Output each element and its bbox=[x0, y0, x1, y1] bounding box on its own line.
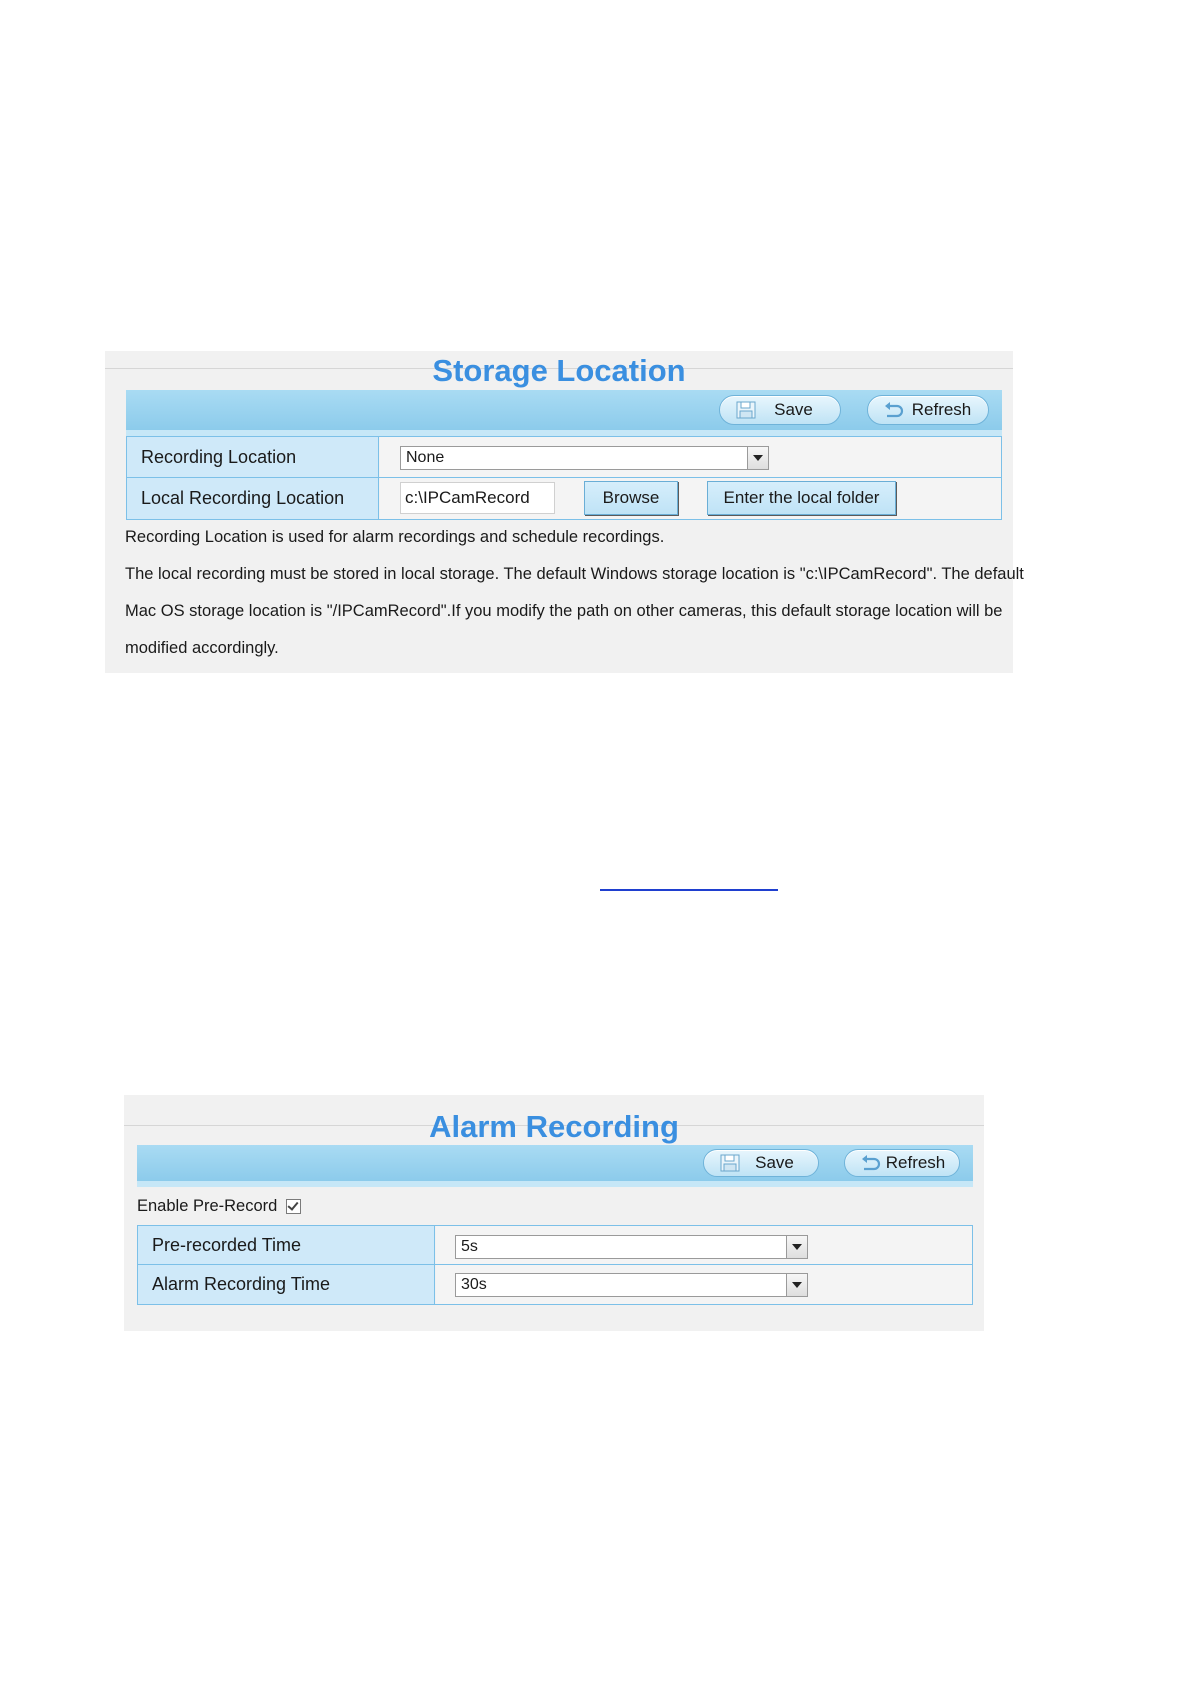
save-button-label: Save bbox=[755, 1153, 794, 1172]
pre-recorded-time-value-cell bbox=[436, 1226, 972, 1264]
storage-note-line: The local recording must be stored in local storage. The default Windows storage location is "c:\IPCamRecord". The default bbox=[125, 565, 1024, 583]
alarm-recording-time-select[interactable] bbox=[455, 1273, 808, 1297]
recording-path-value: c:\IPCamRecord bbox=[405, 488, 530, 507]
refresh-button-label: Refresh bbox=[885, 1153, 946, 1172]
recording-location-row bbox=[127, 437, 1001, 478]
pre-recorded-time-select[interactable] bbox=[455, 1235, 808, 1259]
recording-location-select[interactable] bbox=[400, 446, 769, 470]
recording-path-input[interactable] bbox=[400, 482, 555, 514]
alarm-recording-time-label: Alarm Recording Time bbox=[138, 1265, 435, 1304]
floppy-disk-icon bbox=[719, 1153, 741, 1173]
alarm-recording-panel bbox=[124, 1095, 984, 1331]
refresh-arrow-icon bbox=[883, 400, 905, 420]
refresh-button-label: Refresh bbox=[911, 400, 972, 419]
hyperlink-underline[interactable] bbox=[600, 889, 778, 891]
enter-local-folder-button[interactable]: Enter the local folder bbox=[707, 481, 896, 515]
save-button[interactable] bbox=[703, 1149, 819, 1177]
alarm-recording-time-row bbox=[138, 1265, 972, 1304]
pre-recorded-time-row bbox=[138, 1226, 972, 1265]
alarm-recording-title: Alarm Recording bbox=[429, 1109, 679, 1144]
pre-record-row bbox=[137, 1197, 301, 1216]
refresh-arrow-icon bbox=[860, 1153, 882, 1173]
recording-location-value-cell bbox=[380, 437, 1001, 477]
local-recording-location-row bbox=[127, 478, 1001, 519]
storage-location-panel bbox=[105, 351, 1024, 673]
save-button-label: Save bbox=[774, 400, 813, 419]
chevron-down-icon[interactable] bbox=[747, 447, 768, 469]
pre-record-checkbox[interactable] bbox=[286, 1199, 301, 1214]
pre-recorded-time-label: Pre-recorded Time bbox=[138, 1226, 435, 1264]
floppy-disk-icon bbox=[735, 400, 757, 420]
pre-record-label: Enable Pre-Record bbox=[137, 1197, 278, 1215]
local-recording-location-label: Local Recording Location bbox=[127, 478, 379, 519]
local-recording-location-value-cell bbox=[380, 478, 1001, 519]
recording-location-select-value: None bbox=[406, 449, 445, 466]
storage-location-title: Storage Location bbox=[432, 353, 686, 388]
storage-form-table bbox=[126, 436, 1002, 520]
alarm-toolbar bbox=[137, 1145, 973, 1187]
refresh-button[interactable] bbox=[844, 1149, 960, 1177]
pre-recorded-time-value: 5s bbox=[461, 1238, 478, 1255]
storage-toolbar bbox=[126, 390, 1002, 436]
alarm-recording-time-value-cell bbox=[436, 1265, 972, 1304]
recording-location-label: Recording Location bbox=[127, 437, 379, 477]
storage-note-line: Mac OS storage location is "/IPCamRecord".If you modify the path on other cameras, this default storage location will be bbox=[125, 602, 1003, 620]
alarm-form-table bbox=[137, 1225, 973, 1305]
refresh-button[interactable] bbox=[867, 395, 989, 425]
storage-note-line: Recording Location is used for alarm recordings and schedule recordings. bbox=[125, 528, 665, 546]
chevron-down-icon[interactable] bbox=[786, 1274, 807, 1296]
alarm-recording-time-value: 30s bbox=[461, 1276, 487, 1293]
chevron-down-icon[interactable] bbox=[786, 1236, 807, 1258]
storage-note-line: modified accordingly. bbox=[125, 639, 279, 657]
save-button[interactable] bbox=[719, 395, 841, 425]
browse-button[interactable]: Browse bbox=[584, 481, 678, 515]
